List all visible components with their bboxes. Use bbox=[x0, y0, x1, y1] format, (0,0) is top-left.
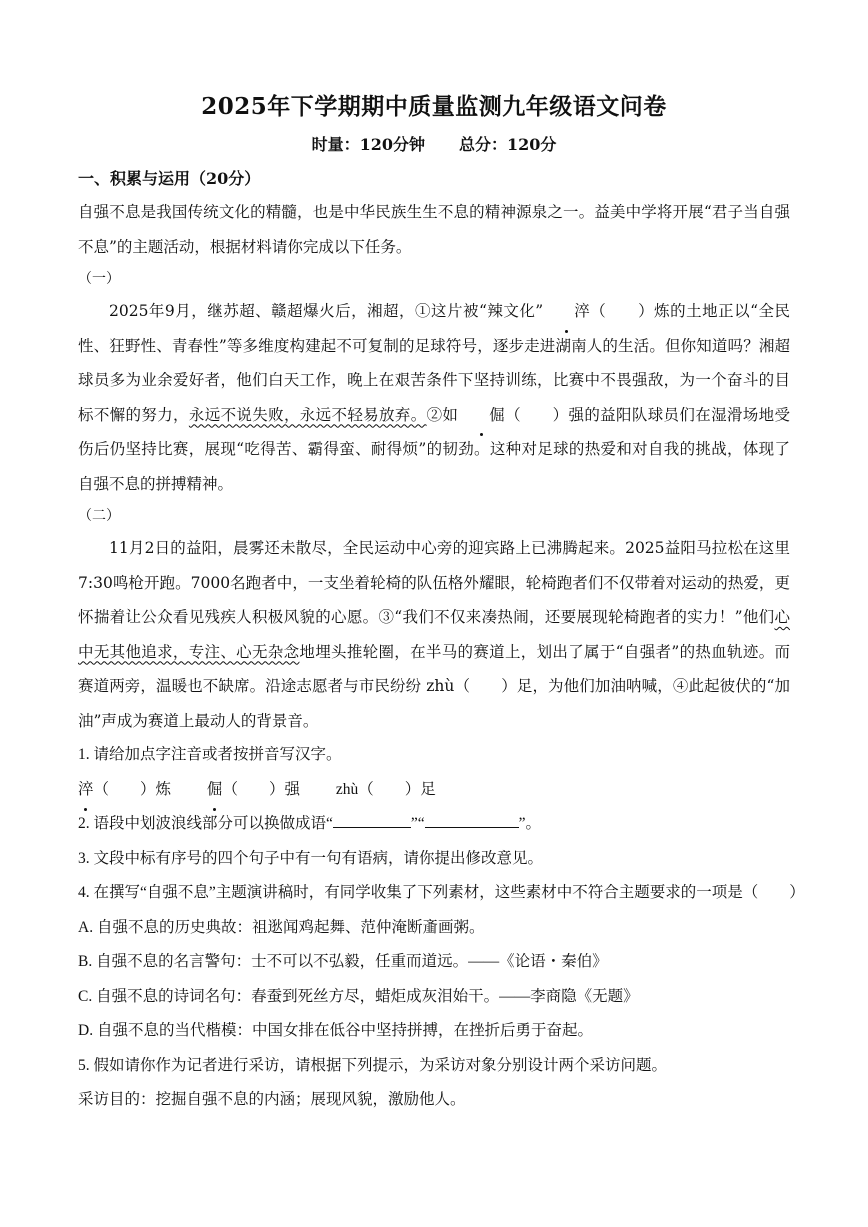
part2-label: （二） bbox=[78, 508, 120, 524]
answer-blank[interactable]: （ ） bbox=[93, 780, 156, 798]
answer-blank: （ ） bbox=[454, 677, 517, 695]
part1-text-4: 强的益阳队球员们在湿滑场地受伤后仍坚持比赛，展现“吃得苦、霸得蛮、耐得烦”的韧劲。这种对足球的热爱和对自我的挑战，体现了自强不息的拼搏精神。 bbox=[78, 405, 790, 493]
pinyin-text: zhù bbox=[335, 780, 359, 798]
q1-item bbox=[336, 773, 436, 808]
option-b: B. 自强不息的名言警句：士不可以不弘毅，任重而道远。——《论语・秦伯》 bbox=[78, 953, 608, 970]
content-block bbox=[78, 195, 805, 1118]
part2-text-1: 11月2日的益阳，晨雾还未散尽，全民运动中心旁的迎宾路上已沸腾起来。2025益阳马拉松在这里7:30鸣枪开跑。7000名跑者中，一支坐着轮椅的队伍格外耀眼，轮椅跑者们不仅带着对运动的热爱，更怀揣着让公众看见残疾人积极风貌的心愿。③“我们不仅来凑热闹，还要展现轮椅跑者的实力！”他们 bbox=[78, 539, 790, 626]
dotted-char: 倔 bbox=[458, 398, 505, 433]
q1-item-after: 强 bbox=[284, 780, 300, 798]
question-1: 1. 请给加点字注音或者按拼音写汉字。 bbox=[78, 746, 342, 763]
q2-prefix: 2. 语段中划波浪线部分可以换做成语“ bbox=[78, 815, 333, 832]
time-label: 时量：120分钟 bbox=[311, 135, 425, 154]
wavy-underline-text: 永远不说失败，永远不轻易放弃。 bbox=[188, 405, 427, 424]
fill-in-blank[interactable] bbox=[425, 811, 519, 828]
q2-suffix: ”。 bbox=[518, 815, 542, 832]
answer-blank[interactable]: （ ） bbox=[358, 780, 421, 798]
part1-label: （一） bbox=[78, 271, 120, 287]
question-2 bbox=[78, 807, 790, 842]
dotted-char: 淬 bbox=[543, 294, 590, 329]
answer-blank[interactable]: （ ） bbox=[222, 780, 285, 798]
part2-paragraph bbox=[78, 531, 790, 738]
section-heading: 一、积累与运用（20分） bbox=[78, 169, 261, 188]
q1-item-after: 足 bbox=[420, 780, 436, 798]
exam-meta bbox=[0, 132, 868, 155]
q2-mid: ”“ bbox=[410, 815, 425, 832]
intro-paragraph: 自强不息是我国传统文化的精髓，也是中华民族生生不息的精神源泉之一。益美中学将开展“君子当自强不息”的主题活动，根据材料请你完成以下任务。 bbox=[78, 203, 790, 256]
part2-text-3: 足，为他们加油呐喊，④此起彼伏的“加油”声成为赛道上最动人的背景音。 bbox=[78, 677, 790, 730]
interview-purpose: 采访目的：挖掘自强不息的内涵；展现风貌，激励他人。 bbox=[78, 1091, 466, 1108]
q1-item-after: 炼 bbox=[155, 780, 172, 798]
part1-paragraph bbox=[78, 294, 790, 501]
dotted-char: 倔 bbox=[207, 773, 223, 808]
dotted-char: 淬 bbox=[78, 773, 94, 808]
part1-text-1: 2025年9月，继苏超、赣超爆火后，湘超，①这片被“辣文化” bbox=[109, 302, 544, 320]
option-a: A. 自强不息的历史典故：祖逖闻鸡起舞、范仲淹断齑画粥。 bbox=[78, 918, 485, 936]
question-4: 4. 在撰写“自强不息”主题演讲稿时，有同学收集了下列素材，这些素材中不符合主题要求的一项是（ ） bbox=[78, 884, 805, 901]
question-3: 3. 文段中标有序号的四个句子中有一句有语病，请你提出修改意见。 bbox=[78, 849, 544, 867]
part1-text-2: 炼的土地正以“全民性、狂野性、青春性”等多维度构建起不可复制的足球符号，逐步走进湖南人的生活。但你知道吗？湘超球员多为业余爱好者，他们白天工作，晚上在艰苦条件下坚持训练，比赛中不畏强敌，为一个奋斗的目标不懈的努力， bbox=[78, 302, 790, 424]
question-5: 5. 假如请你作为记者进行采访，请根据下列提示，为采访对象分别设计两个采访问题。 bbox=[78, 1056, 668, 1074]
question-1-items bbox=[78, 773, 790, 808]
score-label: 总分：120分 bbox=[459, 135, 557, 154]
option-c: C. 自强不息的诗词名句：春蚕到死丝方尽，蜡炬成灰泪始干。——李商隐《无题》 bbox=[78, 987, 639, 1005]
page-title: 2025年下学期期中质量监测九年级语文问卷 bbox=[201, 93, 667, 120]
wavy-underline-text: 心中无其他追求，专注、心无杂念 bbox=[78, 608, 790, 661]
q1-item bbox=[78, 773, 171, 808]
answer-blank: （ ） bbox=[504, 405, 569, 424]
answer-blank: （ ） bbox=[589, 302, 655, 320]
q1-item bbox=[207, 773, 300, 808]
part1-text-3: ②如 bbox=[426, 405, 459, 424]
fill-in-blank[interactable] bbox=[333, 811, 411, 828]
option-d: D. 自强不息的当代楷模：中国女排在低谷中坚持拼搏，在挫折后勇于奋起。 bbox=[78, 1022, 593, 1039]
part2-text-2: 地埋头推轮圈，在半马的赛道上，划出了属于“自强者”的热血轨迹。而赛道两旁，温暖也不缺席。沿途志愿者与市民纷纷 zhù bbox=[78, 642, 790, 695]
